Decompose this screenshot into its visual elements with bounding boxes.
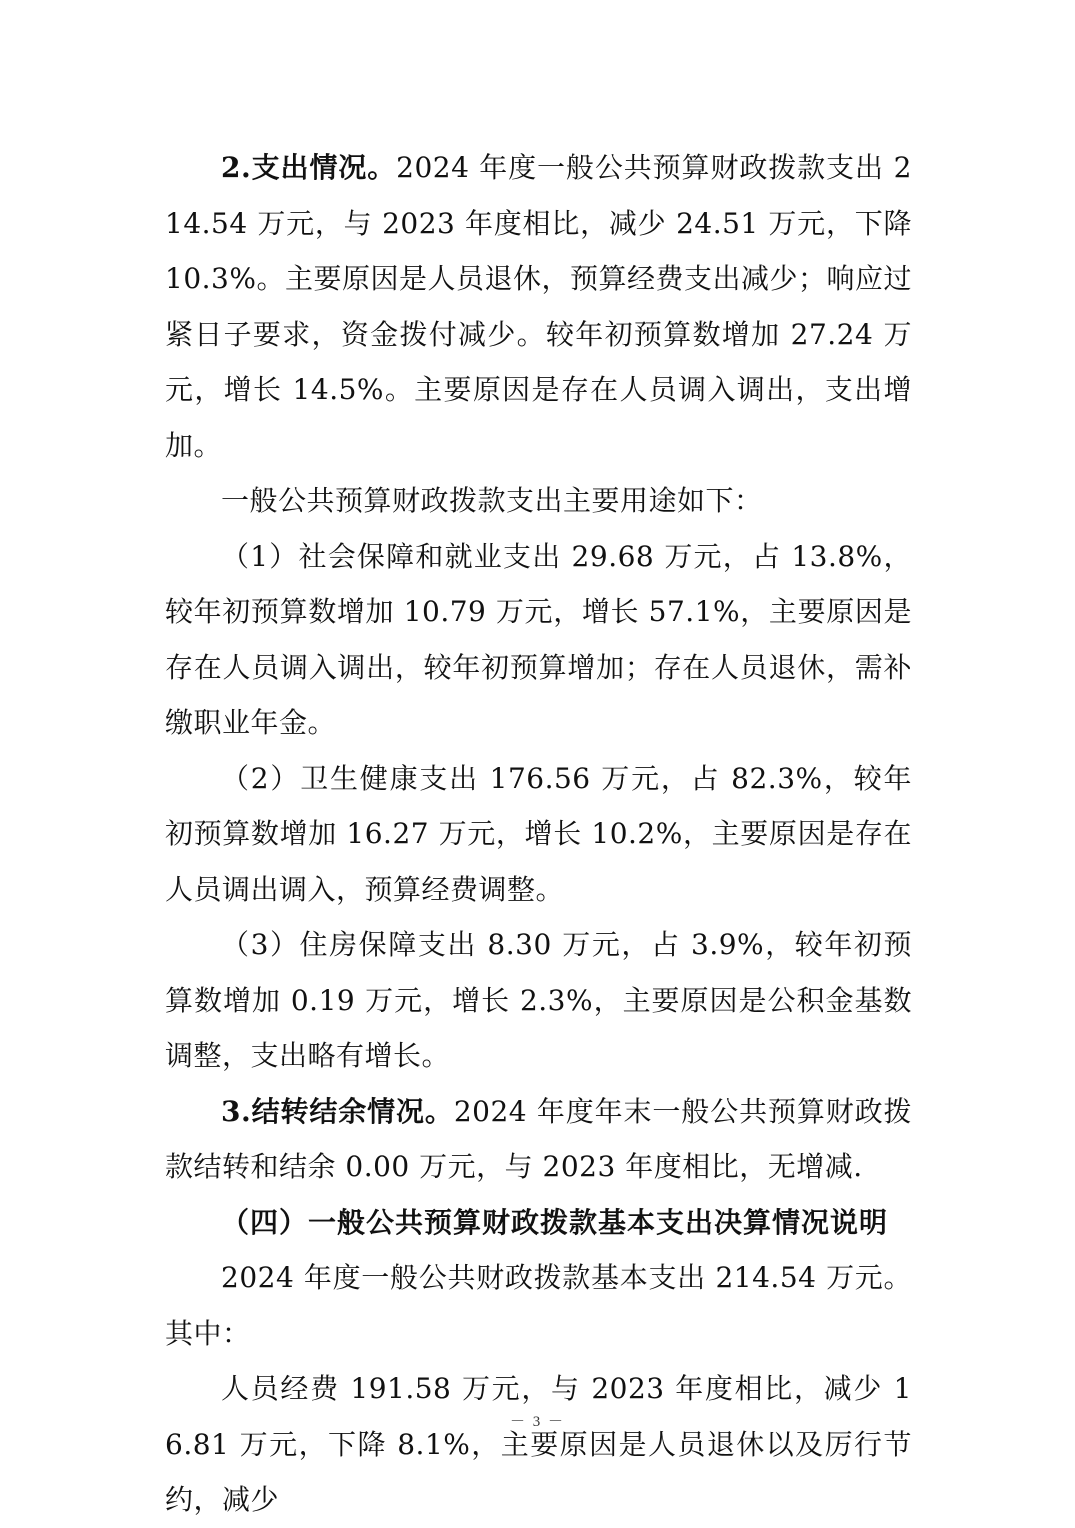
paragraph-use-health: （2）卫生健康支出 176.56 万元，占 82.3%，较年初预算数增加 16.27 万元，增长 10.2%，主要原因是存在人员调出调入，预算经费调整。 <box>165 761 912 906</box>
paragraph-personnel-expenses: 人员经费 191.58 万元，与 2023 年度相比，减少 16.81 万元，下降 8.1%，主要原因是人员退休以及厉行节约，减少 <box>165 1372 912 1516</box>
page-number: － 3 － <box>509 1414 565 1430</box>
section-heading-basic-expenditure: （四）一般公共预算财政拨款基本支出决算情况说明 <box>221 1205 889 1239</box>
paragraph-use-social-security: （1）社会保障和就业支出 29.68 万元，占 13.8%，较年初预算数增加 10.79 万元，增长 57.1%，主要原因是存在人员调入调出，较年初预算增加；存在人员退休，需补缴职业年金。 <box>165 539 912 739</box>
paragraph-text: 2024 年度年末一般公共预算财政拨款结转和结余 0.00 万元，与 2023 年度相比，无增减. <box>165 1094 912 1183</box>
section-lead-expenditure: 2.支出情况。 <box>221 151 397 184</box>
paragraph-basic-expenditure: 2024 年度一般公共财政拨款基本支出 214.54 万元。其中： <box>165 1261 912 1350</box>
paragraph-use-housing: （3）住房保障支出 8.30 万元，占 3.9%，较年初预算数增加 0.19 万元，增长 2.3%，主要原因是公积金基数调整，支出略有增长。 <box>165 928 912 1072</box>
document-body <box>165 140 912 1528</box>
paragraph-carryover <box>165 1084 912 1195</box>
paragraph-text: 2024 年度一般公共预算财政拨款支出 214.54 万元，与 2023 年度相比，减少 24.51 万元，下降 10.3%。主要原因是人员退休，预算经费支出减少；响应过紧日子要求，资金拨付减少。较年初预算数增加 27.24 万元，增长 14.5%。主要原因是存在人员调入调出，支出增加。 <box>165 151 912 462</box>
paragraph-main-uses-intro: 一般公共预算财政拨款支出主要用途如下： <box>221 484 763 517</box>
section-lead-carryover: 3.结转结余情况。 <box>221 1094 454 1128</box>
paragraph-expenditure <box>165 140 912 473</box>
